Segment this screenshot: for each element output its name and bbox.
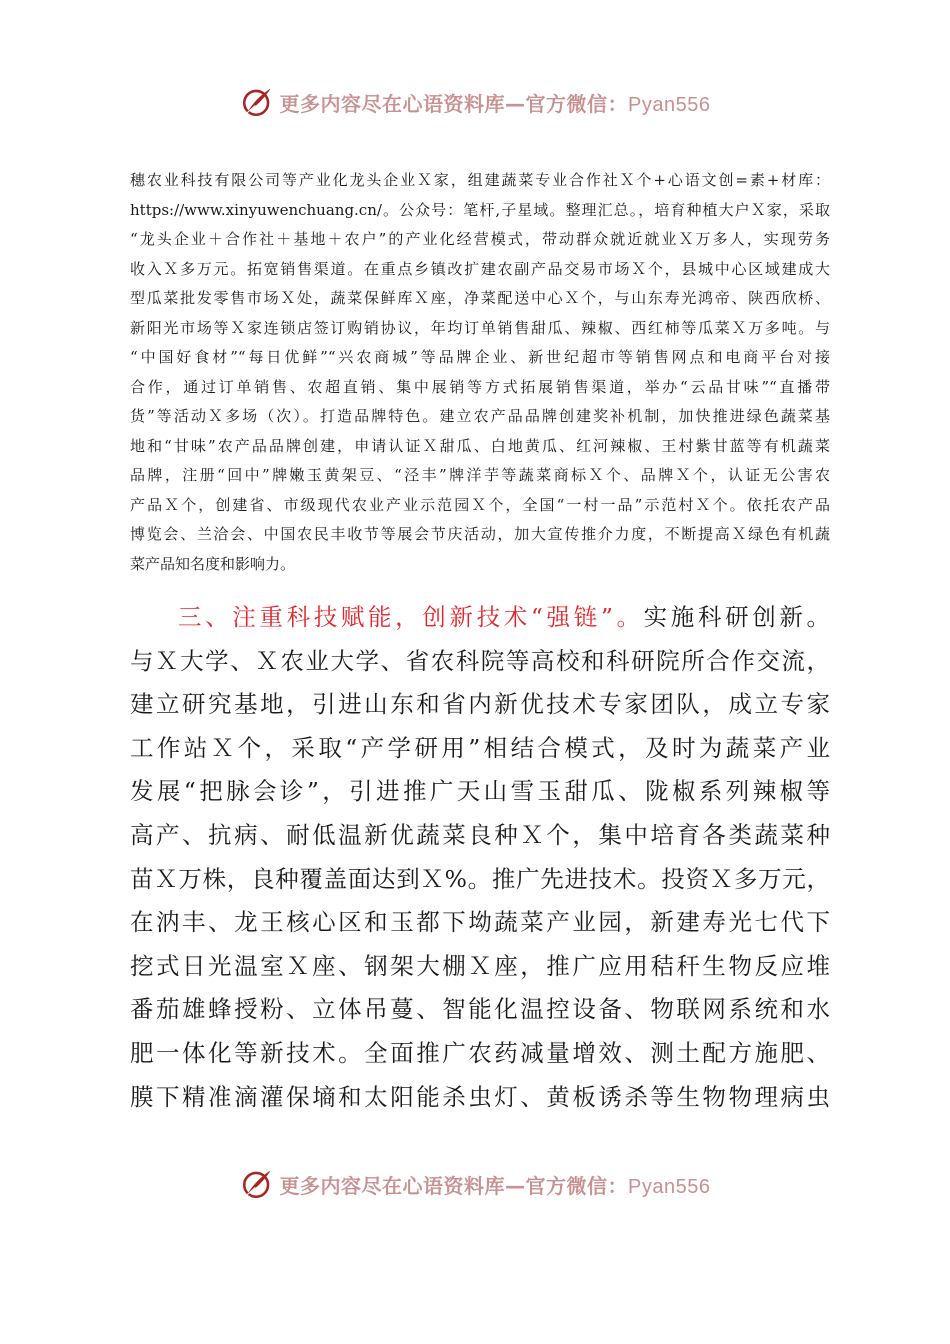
banner-main-text: 更多内容尽在心语资料库—官方微信： [279, 1173, 629, 1198]
body-line: 番茄雄蜂授粉、立体吊蔓、智能化温控设备、物联网系统和水 [130, 995, 830, 1024]
banner-main-text: 更多内容尽在心语资料库—官方微信： [279, 91, 629, 116]
paragraph-line: 货”等活动Ｘ多场（次）。打造品牌特色。建立农产品品牌创建奖补机制，加快推进绿色蔬菜基 [130, 407, 830, 425]
paragraph-line: 产品Ｘ个，创建省、市级现代农业产业示范园Ｘ个，全国“一村一品”示范村Ｘ个。依托农产品 [130, 495, 830, 514]
section-heading-rest: 实施科研创新。 [643, 603, 831, 631]
body-line: 挖式日光温室Ｘ座、钢架大棚Ｘ座，推广应用秸秆生物反应堆 [130, 951, 830, 980]
banner-wechat-id: Pyan556 [628, 93, 711, 116]
section-heading: 三、注重科技赋能，创新技术“强链”。 [178, 603, 644, 631]
body-line: 膜下精准滴灌保墒和太阳能杀虫灯、黄板诱杀等生物物理病虫 [130, 1082, 830, 1111]
banner-content [240, 1167, 711, 1201]
paragraph-line: 菜产品知名度和影响力。 [130, 554, 296, 573]
body-line: 苗Ｘ万株，良种覆盖面达到Ｘ%。推广先进技术。投资Ｘ多万元， [130, 864, 830, 893]
paragraph-line: 收入Ｘ多万元。拓宽销售渠道。在重点乡镇改扩建农副产品交易市场Ｘ个，县城中心区域建成大 [130, 259, 830, 278]
paragraph-line: 地和“甘味”农产品品牌创建，申请认证Ｘ甜瓜、白地黄瓜、红河辣椒、王村紫甘蓝等有机蔬菜 [130, 436, 830, 455]
paragraph-line: 新阳光市场等Ｘ家连锁店签订购销协议，年均订单销售甜瓜、辣椒、西红柿等瓜菜Ｘ万多吨。与 [130, 318, 830, 337]
banner-text [280, 1170, 711, 1199]
banner-content [240, 85, 711, 119]
paragraph-line: 型瓜菜批发零售市场Ｘ处，蔬菜保鲜库Ｘ座，净菜配送中心Ｘ个，与山东寿光鸿帝、陕西欣桥、 [130, 289, 830, 307]
section-heading-line [130, 596, 830, 640]
header-banner [0, 80, 950, 124]
continuation-paragraph [130, 166, 830, 579]
footer-banner [0, 1162, 950, 1206]
paragraph-line: 博览会、兰洽会、中国农民丰收节等展会节庆活动，加大宣传推介力度，不断提高Ｘ绿色有机蔬 [130, 525, 830, 543]
paragraph-line: “中国好食材”“每日优鲜”“兴农商城”等品牌企业、新世纪超市等销售网点和电商平台对接 [130, 348, 830, 366]
body-line: 与Ｘ大学、Ｘ农业大学、省农科院等高校和科研院所合作交流， [130, 646, 830, 675]
paragraph-line: 穗农业科技有限公司等产业化龙头企业Ｘ家，组建蔬菜专业合作社Ｘ个+心语文创=素+材库： [130, 171, 830, 189]
section-three [130, 596, 830, 1119]
quill-pen-logo-icon [240, 1167, 274, 1201]
body-line: 高产、抗病、耐低温新优蔬菜良种Ｘ个，集中培育各类蔬菜种 [130, 820, 830, 849]
paragraph-line: “龙头企业＋合作社＋基地＋农户”的产业化经营模式，带动群众就近就业Ｘ万多人，实现劳务 [130, 230, 830, 248]
body-line: 建立研究基地，引进山东和省内新优技术专家团队，成立专家 [130, 690, 830, 719]
quill-pen-logo-icon [240, 85, 274, 119]
banner-wechat-id: Pyan556 [628, 1175, 711, 1198]
body-line: 在汭丰、龙王核心区和玉都下坳蔬菜产业园，新建寿光七代下 [130, 908, 830, 937]
paragraph-line: https://www.xinyuwenchuang.cn/。公众号：笔杆,子星域。整理汇总。，培育种植大户Ｘ家，采取 [130, 200, 830, 219]
paragraph-line: 品牌，注册“回中”牌嫩玉黄架豆、“泾丰”牌洋芋等蔬菜商标Ｘ个、品牌Ｘ个，认证无公害农 [130, 466, 830, 484]
body-line: 发展“把脉会诊”，引进推广天山雪玉甜瓜、陇椒系列辣椒等 [130, 777, 830, 806]
body-line: 工作站Ｘ个，采取“产学研用”相结合模式，及时为蔬菜产业 [130, 733, 830, 762]
banner-text [280, 88, 711, 117]
body-line: 肥一体化等新技术。全面推广农药减量增效、测土配方施肥、 [130, 1038, 830, 1067]
paragraph-line: 合作，通过订单销售、农超直销、集中展销等方式拓展销售渠道，举办“云品甘味”“直播带 [130, 377, 830, 396]
